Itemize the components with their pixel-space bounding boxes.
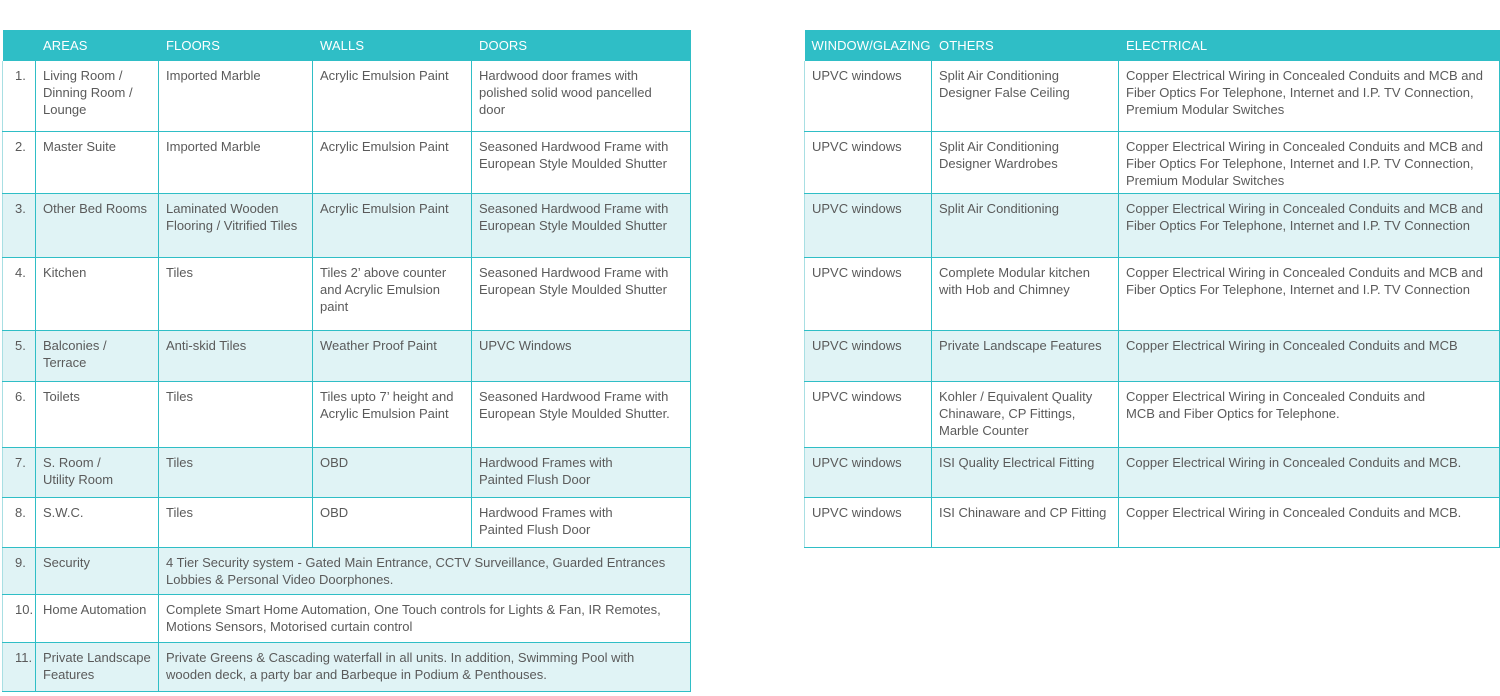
description-cell bbox=[159, 594, 691, 642]
walls-cell bbox=[313, 381, 472, 447]
doors-cell bbox=[472, 257, 691, 330]
cell-line: Utility Room bbox=[43, 471, 114, 487]
electrical-cell bbox=[1119, 447, 1500, 497]
cell-line: door bbox=[479, 102, 506, 117]
others-cell bbox=[932, 257, 1119, 330]
cell-line: S. Room / bbox=[43, 454, 101, 470]
cell-line: UPVC Windows bbox=[479, 337, 572, 353]
cell-line: OBD bbox=[320, 504, 349, 520]
window-cell bbox=[805, 497, 932, 547]
cell-line: Weather Proof Paint bbox=[320, 337, 437, 353]
header-others: OTHERS bbox=[932, 30, 1119, 61]
cell-line: Chinaware, CP Fittings, bbox=[939, 405, 1076, 421]
cell-line: Lobbies & Personal Video Doorphones. bbox=[166, 571, 394, 587]
table-row bbox=[805, 131, 1500, 193]
doors-cell bbox=[472, 131, 691, 193]
cell-line: Marble Counter bbox=[939, 422, 1029, 438]
cell-line: Copper Electrical Wiring in Concealed Conduits and MCB. bbox=[1126, 504, 1462, 520]
cell-line: S.W.C. bbox=[43, 504, 84, 520]
cell-line: UPVC windows bbox=[812, 454, 902, 470]
cell-line: ISI Quality Electrical Fitting bbox=[939, 454, 1095, 470]
electrical-cell bbox=[1119, 61, 1500, 131]
cell-line: Home Automation bbox=[43, 601, 147, 617]
header-walls: WALLS bbox=[313, 30, 472, 61]
cell-line: UPVC windows bbox=[812, 337, 902, 353]
table-row bbox=[3, 642, 691, 691]
area-cell bbox=[36, 193, 159, 257]
cell-line: Split Air Conditioning bbox=[939, 68, 1059, 83]
row-number: 10. bbox=[3, 594, 36, 642]
electrical-cell bbox=[1119, 193, 1500, 257]
cell-line: Laminated Wooden bbox=[166, 200, 279, 216]
header-number bbox=[3, 30, 36, 61]
area-cell bbox=[36, 257, 159, 330]
cell-line: wooden deck, a party bar and Barbeque in Podium & Penthouses. bbox=[166, 666, 547, 682]
cell-line: Designer Wardrobes bbox=[939, 155, 1058, 171]
doors-cell bbox=[472, 447, 691, 497]
cell-line: Acrylic Emulsion Paint bbox=[320, 68, 449, 83]
cell-line: Complete Smart Home Automation, One Touch controls for Lights & Fan, IR Remotes, bbox=[166, 601, 661, 617]
table-row bbox=[3, 61, 691, 131]
row-number: 7. bbox=[3, 447, 36, 497]
electrical-cell bbox=[1119, 257, 1500, 330]
cell-line: Seasoned Hardwood Frame with bbox=[479, 200, 669, 216]
table-row bbox=[805, 257, 1500, 330]
cell-line: Complete Modular kitchen bbox=[939, 264, 1091, 280]
cell-line: MCB and Fiber Optics for Telephone. bbox=[1126, 405, 1340, 421]
row-number: 8. bbox=[3, 497, 36, 547]
table-row bbox=[3, 447, 691, 497]
floors-cell bbox=[159, 61, 313, 131]
table-header-row bbox=[3, 30, 691, 61]
cell-line: ISI Chinaware and CP Fitting bbox=[939, 504, 1107, 520]
window-cell bbox=[805, 61, 932, 131]
area-cell bbox=[36, 642, 159, 691]
cell-line: Lounge bbox=[43, 102, 87, 117]
cell-line: Split Air Conditioning bbox=[939, 200, 1059, 216]
cell-line: European Style Moulded Shutter. bbox=[479, 405, 670, 421]
cell-line: Living Room / bbox=[43, 68, 123, 83]
walls-cell bbox=[313, 447, 472, 497]
electrical-cell bbox=[1119, 330, 1500, 381]
cell-line: Seasoned Hardwood Frame with bbox=[479, 138, 669, 154]
floors-cell bbox=[159, 447, 313, 497]
walls-cell bbox=[313, 497, 472, 547]
cell-line: Seasoned Hardwood Frame with bbox=[479, 388, 669, 404]
specifications-table-right bbox=[804, 30, 1500, 548]
cell-line: Imported Marble bbox=[166, 138, 261, 154]
row-number: 11. bbox=[3, 642, 36, 691]
table-row bbox=[3, 497, 691, 547]
doors-cell bbox=[472, 61, 691, 131]
area-cell bbox=[36, 594, 159, 642]
area-cell bbox=[36, 381, 159, 447]
cell-line: 4 Tier Security system - Gated Main Entrance, CCTV Surveillance, Guarded Entrances bbox=[166, 554, 666, 570]
cell-line: Private Landscape Features bbox=[939, 337, 1102, 353]
others-cell bbox=[932, 193, 1119, 257]
header-floors: FLOORS bbox=[159, 30, 313, 61]
cell-line: Seasoned Hardwood Frame with bbox=[479, 264, 669, 280]
cell-line: UPVC windows bbox=[812, 388, 902, 404]
area-cell bbox=[36, 497, 159, 547]
cell-line: paint bbox=[320, 298, 349, 314]
window-cell bbox=[805, 193, 932, 257]
cell-line: Fiber Optics For Telephone, Internet and I.P. TV Connection bbox=[1126, 217, 1470, 233]
cell-line: Premium Modular Switches bbox=[1126, 172, 1285, 188]
cell-line: Copper Electrical Wiring in Concealed Conduits and bbox=[1126, 388, 1426, 404]
cell-line: Kohler / Equivalent Quality bbox=[939, 388, 1093, 404]
cell-line: polished solid wood pancelled bbox=[479, 85, 652, 100]
cell-line: Fiber Optics For Telephone, Internet and I.P. TV Connection, bbox=[1126, 85, 1474, 100]
cell-line: Fiber Optics For Telephone, Internet and I.P. TV Connection, bbox=[1126, 155, 1474, 171]
table-row bbox=[805, 330, 1500, 381]
cell-line: Copper Electrical Wiring in Concealed Conduits and MCB and bbox=[1126, 200, 1483, 216]
floors-cell bbox=[159, 330, 313, 381]
cell-line: Tiles bbox=[166, 264, 193, 280]
table-row bbox=[3, 131, 691, 193]
cell-line: UPVC windows bbox=[812, 504, 902, 520]
walls-cell bbox=[313, 61, 472, 131]
header-areas: AREAS bbox=[36, 30, 159, 61]
cell-line: Balconies / bbox=[43, 337, 107, 353]
cell-line: Designer False Ceiling bbox=[939, 85, 1070, 100]
floors-cell bbox=[159, 257, 313, 330]
area-cell bbox=[36, 131, 159, 193]
cell-line: Kitchen bbox=[43, 264, 87, 280]
cell-line: and Acrylic Emulsion bbox=[320, 281, 440, 297]
others-cell bbox=[932, 61, 1119, 131]
cell-line: Fiber Optics For Telephone, Internet and I.P. TV Connection bbox=[1126, 281, 1470, 297]
cell-line: Toilets bbox=[43, 388, 80, 404]
cell-line: Tiles 2’ above counter bbox=[320, 264, 447, 280]
cell-line: Flooring / Vitrified Tiles bbox=[166, 217, 298, 233]
cell-line: European Style Moulded Shutter bbox=[479, 155, 667, 171]
cell-line: Copper Electrical Wiring in Concealed Conduits and MCB and bbox=[1126, 138, 1483, 154]
cell-line: Hardwood Frames with bbox=[479, 454, 613, 470]
others-cell bbox=[932, 330, 1119, 381]
row-number: 5. bbox=[3, 330, 36, 381]
cell-line: Premium Modular Switches bbox=[1126, 102, 1285, 117]
table-row bbox=[805, 381, 1500, 447]
row-number: 4. bbox=[3, 257, 36, 330]
row-number: 2. bbox=[3, 131, 36, 193]
others-cell bbox=[932, 447, 1119, 497]
cell-line: UPVC windows bbox=[812, 200, 902, 216]
cell-line: UPVC windows bbox=[812, 68, 902, 83]
cell-line: Dinning Room / bbox=[43, 85, 133, 100]
window-cell bbox=[805, 330, 932, 381]
area-cell bbox=[36, 547, 159, 594]
window-cell bbox=[805, 381, 932, 447]
floors-cell bbox=[159, 131, 313, 193]
cell-line: Tiles bbox=[166, 504, 193, 520]
cell-line: Copper Electrical Wiring in Concealed Conduits and MCB and bbox=[1126, 68, 1483, 83]
cell-line: Imported Marble bbox=[166, 68, 261, 83]
walls-cell bbox=[313, 193, 472, 257]
area-cell bbox=[36, 330, 159, 381]
floors-cell bbox=[159, 193, 313, 257]
table-row bbox=[3, 193, 691, 257]
table-row bbox=[3, 594, 691, 642]
specifications-table-left bbox=[2, 30, 691, 692]
cell-line: Acrylic Emulsion Paint bbox=[320, 138, 449, 154]
area-cell bbox=[36, 447, 159, 497]
cell-line: Copper Electrical Wiring in Concealed Conduits and MCB and bbox=[1126, 264, 1483, 280]
cell-line: Hardwood Frames with bbox=[479, 504, 613, 520]
doors-cell bbox=[472, 193, 691, 257]
electrical-cell bbox=[1119, 131, 1500, 193]
cell-line: European Style Moulded Shutter bbox=[479, 281, 667, 297]
description-cell bbox=[159, 642, 691, 691]
cell-line: Tiles upto 7’ height and bbox=[320, 388, 454, 404]
table-row bbox=[3, 330, 691, 381]
cell-line: Features bbox=[43, 666, 95, 682]
row-number: 1. bbox=[3, 61, 36, 131]
cell-line: Private Landscape bbox=[43, 649, 151, 665]
cell-line: Copper Electrical Wiring in Concealed Conduits and MCB bbox=[1126, 337, 1458, 353]
header-doors: DOORS bbox=[472, 30, 691, 61]
cell-line: Painted Flush Door bbox=[479, 521, 591, 537]
cell-line: Anti-skid Tiles bbox=[166, 337, 247, 353]
row-number: 3. bbox=[3, 193, 36, 257]
window-cell bbox=[805, 131, 932, 193]
cell-line: with Hob and Chimney bbox=[939, 281, 1070, 297]
cell-line: Tiles bbox=[166, 454, 193, 470]
others-cell bbox=[932, 131, 1119, 193]
cell-line: Copper Electrical Wiring in Concealed Conduits and MCB. bbox=[1126, 454, 1462, 470]
electrical-cell bbox=[1119, 381, 1500, 447]
table-row bbox=[3, 381, 691, 447]
cell-line: European Style Moulded Shutter bbox=[479, 217, 667, 233]
cell-line: Acrylic Emulsion Paint bbox=[320, 405, 449, 421]
row-number: 6. bbox=[3, 381, 36, 447]
cell-line: Security bbox=[43, 554, 90, 570]
cell-line: Painted Flush Door bbox=[479, 471, 591, 487]
table-row bbox=[3, 547, 691, 594]
area-cell bbox=[36, 61, 159, 131]
cell-line: Tiles bbox=[166, 388, 193, 404]
cell-line: Hardwood door frames with bbox=[479, 68, 638, 83]
cell-line: UPVC windows bbox=[812, 138, 902, 154]
table-row bbox=[805, 61, 1500, 131]
table-row bbox=[805, 497, 1500, 547]
header-electrical: ELECTRICAL bbox=[1119, 30, 1500, 61]
floors-cell bbox=[159, 497, 313, 547]
cell-line: Motions Sensors, Motorised curtain control bbox=[166, 618, 413, 634]
window-cell bbox=[805, 447, 932, 497]
table-row bbox=[805, 193, 1500, 257]
table-row bbox=[805, 447, 1500, 497]
row-number: 9. bbox=[3, 547, 36, 594]
cell-line: Terrace bbox=[43, 354, 87, 370]
table-row bbox=[3, 257, 691, 330]
window-cell bbox=[805, 257, 932, 330]
walls-cell bbox=[313, 257, 472, 330]
others-cell bbox=[932, 497, 1119, 547]
floors-cell bbox=[159, 381, 313, 447]
description-cell bbox=[159, 547, 691, 594]
walls-cell bbox=[313, 330, 472, 381]
doors-cell bbox=[472, 330, 691, 381]
cell-line: Master Suite bbox=[43, 138, 116, 154]
doors-cell bbox=[472, 381, 691, 447]
table-header-row bbox=[805, 30, 1500, 61]
header-window-glazing: WINDOW/GLAZING bbox=[805, 30, 932, 61]
cell-line: Acrylic Emulsion Paint bbox=[320, 200, 449, 216]
cell-line: Other Bed Rooms bbox=[43, 200, 148, 216]
doors-cell bbox=[472, 497, 691, 547]
walls-cell bbox=[313, 131, 472, 193]
cell-line: Private Greens & Cascading waterfall in all units. In addition, Swimming Pool with bbox=[166, 649, 635, 665]
cell-line: Split Air Conditioning bbox=[939, 138, 1059, 154]
cell-line: UPVC windows bbox=[812, 264, 902, 280]
electrical-cell bbox=[1119, 497, 1500, 547]
cell-line: OBD bbox=[320, 454, 349, 470]
others-cell bbox=[932, 381, 1119, 447]
